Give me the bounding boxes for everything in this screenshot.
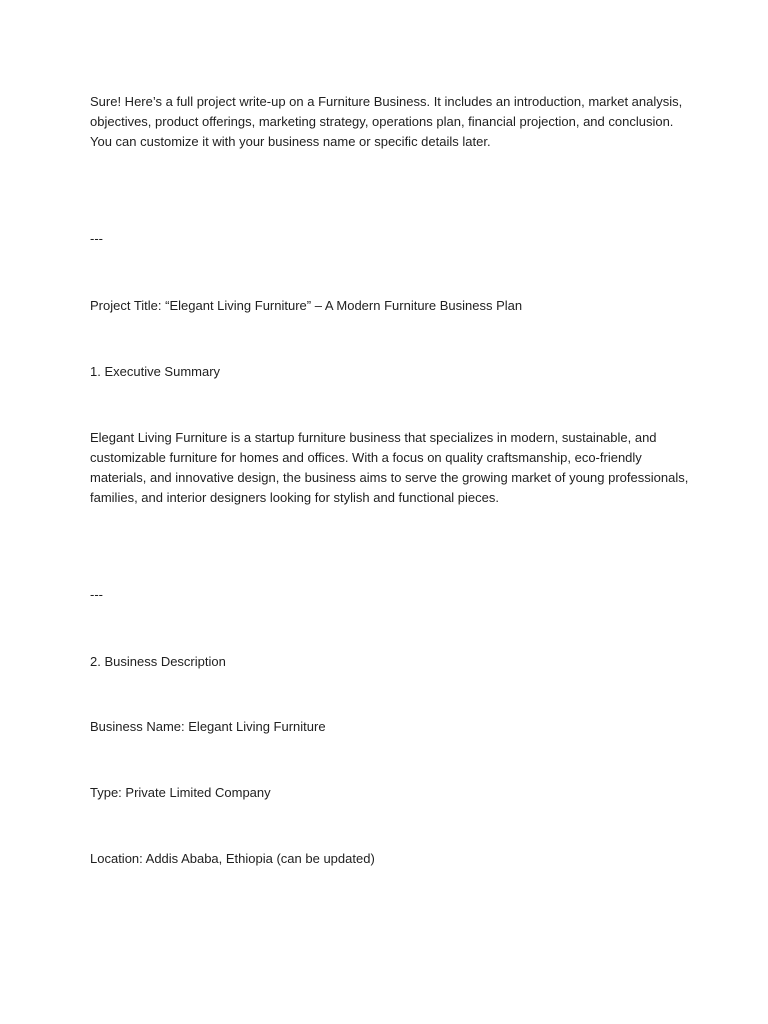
separator-2: --- <box>90 587 103 602</box>
executive-summary-paragraph <box>90 428 690 508</box>
summary-line: Elegant Living Furniture is a startup furniture business that specializes in modern, sustainable, and <box>90 430 657 445</box>
intro-line: You can customize it with your business name or specific details later. <box>90 134 491 149</box>
business-type-line: Type: Private Limited Company <box>90 785 271 800</box>
section-2-heading: 2. Business Description <box>90 654 226 669</box>
summary-line: materials, and innovative design, the business aims to serve the growing market of young professionals, <box>90 470 689 485</box>
intro-paragraph <box>90 92 690 152</box>
summary-line: customizable furniture for homes and offices. With a focus on quality craftsmanship, eco-friendly <box>90 450 642 465</box>
intro-line: objectives, product offerings, marketing strategy, operations plan, financial projection, and conclusion. <box>90 114 674 129</box>
summary-line: families, and interior designers looking for stylish and functional pieces. <box>90 490 499 505</box>
business-location-line: Location: Addis Ababa, Ethiopia (can be updated) <box>90 851 375 866</box>
intro-line: Sure! Here’s a full project write-up on a Furniture Business. It includes an introduction, market analysis, <box>90 94 683 109</box>
project-title: Project Title: “Elegant Living Furniture” – A Modern Furniture Business Plan <box>90 298 523 313</box>
section-1-heading: 1. Executive Summary <box>90 364 221 379</box>
business-name-line: Business Name: Elegant Living Furniture <box>90 719 326 734</box>
separator-1: --- <box>90 231 103 246</box>
